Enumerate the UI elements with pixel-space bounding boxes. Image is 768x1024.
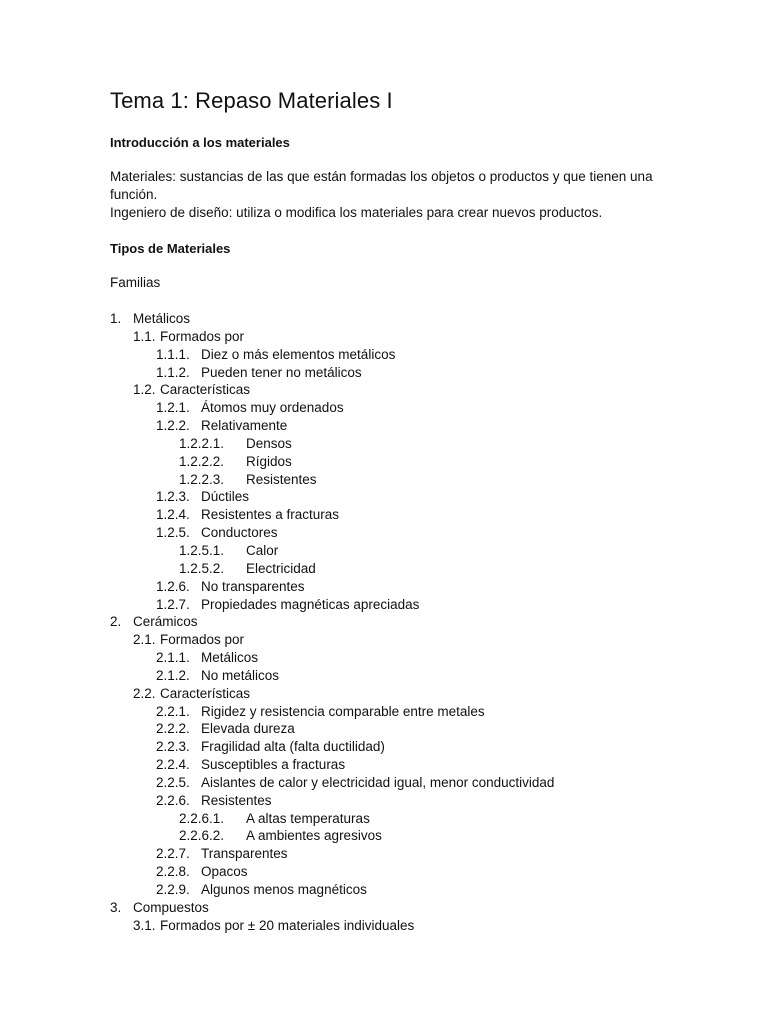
- outline-item-text: Susceptibles a fracturas: [201, 757, 346, 773]
- outline-item-number: 1.1.: [133, 328, 156, 344]
- outline-item: [110, 453, 710, 471]
- outline-item-text: Formados por ± 20 materiales individuales: [160, 917, 415, 933]
- familias-label: Familias: [110, 275, 161, 290]
- outline-item-text: Metálicos: [133, 311, 191, 326]
- outline-item-text: A altas temperaturas: [246, 810, 370, 826]
- outline-item-number: 1.2.2.3.: [179, 471, 225, 487]
- outline-item-text: No metálicos: [201, 667, 280, 683]
- outline-item-number: 1.2.7.: [156, 596, 190, 612]
- outline-item-text: Electricidad: [246, 560, 316, 576]
- outline-item: [110, 917, 710, 935]
- outline-item-number: 2.2.8.: [156, 864, 190, 880]
- outline-item-number: 2.2.6.: [156, 792, 190, 808]
- outline-item-text: Calor: [246, 542, 279, 558]
- outline-item-text: Características: [160, 685, 251, 701]
- outline-item: [110, 417, 710, 435]
- materials-outline: [110, 310, 710, 935]
- outline-item-text: Conductores: [201, 525, 278, 541]
- outline-item-number: 2.2.7.: [156, 846, 190, 862]
- outline-item-text: A ambientes agresivos: [246, 828, 382, 844]
- outline-item: [110, 596, 710, 614]
- outline-item-number: 1.2.5.2.: [179, 560, 225, 576]
- outline-item-number: 1.2.2.: [156, 418, 190, 434]
- outline-item-text: Resistentes: [201, 792, 272, 808]
- outline-item-number: 1.2.1.: [156, 400, 190, 416]
- outline-item-number: 1.: [110, 311, 122, 326]
- outline-item-text: Elevada dureza: [201, 721, 295, 737]
- outline-item-text: No transparentes: [201, 578, 305, 594]
- outline-item-number: 2.2.2.: [156, 721, 190, 737]
- outline-item: [110, 756, 710, 774]
- outline-item-number: 1.2.: [133, 382, 156, 398]
- outline-item-number: 1.1.2.: [156, 364, 190, 380]
- outline-item-number: 2.2.6.1.: [179, 810, 225, 826]
- outline-item: [110, 399, 710, 417]
- outline-item-text: Dúctiles: [201, 489, 250, 505]
- outline-item: [110, 792, 710, 810]
- outline-item-text: Algunos menos magnéticos: [201, 882, 367, 897]
- outline-item-number: 2.1.: [133, 632, 156, 648]
- outline-item: [110, 703, 710, 721]
- outline-item: [110, 774, 710, 792]
- outline-item: [110, 827, 710, 845]
- outline-item-text: Fragilidad alta (falta ductilidad): [201, 739, 385, 755]
- outline-item-text: Metálicos: [201, 650, 259, 666]
- outline-item: [110, 560, 710, 578]
- outline-item-number: 1.1.1.: [156, 346, 190, 362]
- outline-item-text: Cerámicos: [133, 614, 198, 630]
- outline-item-number: 2.2.4.: [156, 757, 190, 773]
- outline-item-number: 3.: [110, 899, 122, 915]
- intro-paragraph-1: Materiales: sustancias de las que están formadas los objetos o productos y que tienen una función.: [110, 169, 653, 202]
- outline-item-number: 2.2.5.: [156, 774, 190, 790]
- outline-item: [110, 542, 710, 560]
- outline-item-number: 3.1.: [133, 917, 156, 933]
- outline-item: [110, 310, 710, 328]
- outline-item: [110, 506, 710, 524]
- outline-item-text: Formados por: [160, 632, 245, 648]
- outline-item: [110, 488, 710, 506]
- outline-item-text: Transparentes: [201, 846, 288, 862]
- outline-item: [110, 613, 710, 631]
- outline-item-text: Relativamente: [201, 418, 288, 434]
- outline-item: [110, 738, 710, 756]
- outline-item-number: 2.2.: [133, 685, 156, 701]
- outline-item-number: 2.2.1.: [156, 703, 190, 719]
- outline-item-number: 2.: [110, 614, 122, 630]
- outline-item: [110, 328, 710, 346]
- outline-item-text: Resistentes: [246, 471, 317, 487]
- outline-item: [110, 381, 710, 399]
- outline-item-text: Pueden tener no metálicos: [201, 364, 362, 380]
- outline-item-text: Rigidez y resistencia comparable entre metales: [201, 703, 485, 719]
- outline-item: [110, 631, 710, 649]
- outline-item-number: 2.1.1.: [156, 650, 190, 666]
- tipos-heading: Tipos de Materiales: [110, 241, 231, 256]
- outline-item-number: 1.2.5.1.: [179, 542, 225, 558]
- outline-item: [110, 720, 710, 738]
- outline-item: [110, 578, 710, 596]
- outline-item: [110, 810, 710, 828]
- outline-item-number: 2.2.6.2.: [179, 828, 225, 844]
- outline-item-text: Compuestos: [133, 899, 209, 915]
- outline-item-text: Densos: [246, 435, 292, 451]
- outline-item-number: 2.2.9.: [156, 882, 190, 897]
- outline-item: [110, 524, 710, 542]
- outline-item: [110, 435, 710, 453]
- outline-item-number: 1.2.3.: [156, 489, 190, 505]
- outline-item-text: Propiedades magnéticas apreciadas: [201, 596, 420, 612]
- outline-item: [110, 881, 710, 899]
- intro-paragraph-2: Ingeniero de diseño: utiliza o modifica los materiales para crear nuevos productos.: [110, 205, 603, 220]
- page-title: Tema 1: Repaso Materiales I: [110, 88, 393, 113]
- outline-item: [110, 364, 710, 382]
- outline-item-number: 1.2.4.: [156, 507, 190, 523]
- outline-item-text: Aislantes de calor y electricidad igual, menor conductividad: [201, 774, 555, 790]
- outline-item-number: 1.2.6.: [156, 578, 190, 594]
- outline-item-number: 1.2.5.: [156, 525, 190, 541]
- outline-item: [110, 471, 710, 489]
- outline-item: [110, 899, 710, 917]
- outline-item-text: Características: [160, 382, 251, 398]
- outline-item-number: 2.1.2.: [156, 667, 190, 683]
- outline-item-text: Opacos: [201, 864, 248, 880]
- outline-item-text: Diez o más elementos metálicos: [201, 346, 396, 362]
- intro-heading: Introducción a los materiales: [110, 135, 290, 150]
- outline-item: [110, 346, 710, 364]
- outline-item-text: Átomos muy ordenados: [201, 400, 344, 416]
- outline-item-number: 1.2.2.2.: [179, 453, 225, 469]
- outline-item: [110, 863, 710, 881]
- outline-item-number: 2.2.3.: [156, 739, 190, 755]
- outline-item: [110, 667, 710, 685]
- outline-item-text: Formados por: [160, 328, 245, 344]
- outline-item-number: 1.2.2.1.: [179, 435, 225, 451]
- outline-item-text: Resistentes a fracturas: [201, 507, 340, 523]
- outline-item: [110, 649, 710, 667]
- outline-item: [110, 685, 710, 703]
- outline-item: [110, 845, 710, 863]
- outline-item-text: Rígidos: [246, 453, 292, 469]
